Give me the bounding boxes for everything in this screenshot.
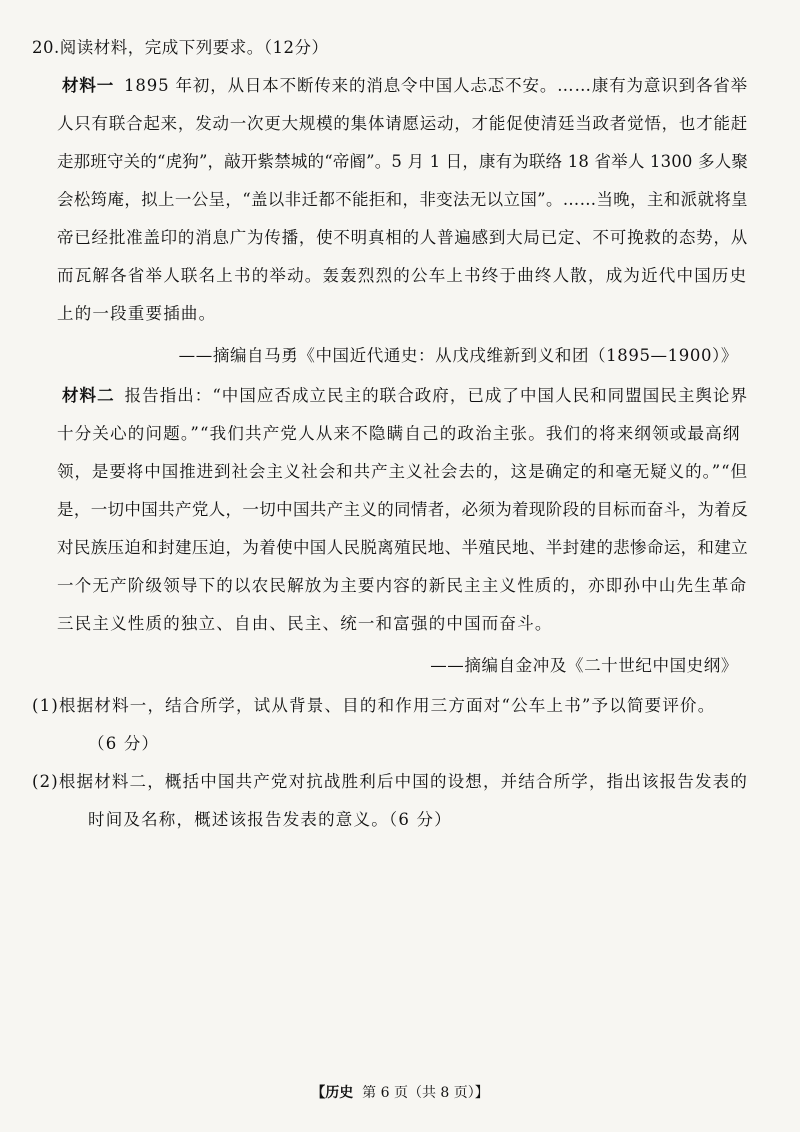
question-2-line-1: (2)根据材料二，概括中国共产党对抗战胜利后中国的设想，并结合所学，指出该报告发表的 bbox=[32, 772, 748, 791]
material2-label: 材料二 bbox=[62, 386, 115, 405]
material1-line-7: 上的一段重要插曲。 bbox=[57, 304, 217, 323]
material1-label: 材料一 bbox=[62, 76, 115, 95]
material1-text-1: 1895 年初，从日本不断传来的消息令中国人忐忑不安。……康有为意识到各省举 bbox=[124, 76, 748, 95]
material2-line-2: 十分关心的问题。”“我们共产党人从来不隐瞒自己的政治主张。我们的将来纲领或最高纲 bbox=[57, 424, 741, 443]
material1-line-6: 而瓦解各省举人联名上书的举动。轰轰烈烈的公车上书终于曲终人散，成为近代中国历史 bbox=[57, 266, 748, 285]
material1-line-2: 人只有联合起来，发动一次更大规模的集体请愿运动，才能促使清廷当政者觉悟，也才能赶 bbox=[57, 114, 748, 133]
material2-source: ——摘编自金冲及《二十世纪中国史纲》 bbox=[430, 656, 738, 675]
material2-line-5: 对民族压迫和封建压迫，为着使中国人民脱离殖民地、半殖民地、半封建的悲惨命运，和建立 bbox=[57, 538, 748, 557]
material2-line-4: 是，一切中国共产党人，一切中国共产主义的同情者，必须为着现阶段的目标而奋斗，为着反 bbox=[57, 500, 748, 519]
material2-line-6: 一个无产阶级领导下的以农民解放为主要内容的新民主主义性质的，亦即孙中山先生革命 bbox=[57, 576, 748, 595]
material2-text-1: 报告指出：“中国应否成立民主的联合政府，已成了中国人民和同盟国民主舆论界 bbox=[124, 386, 748, 405]
material1-line-4: 会松筠庵，拟上一公呈，“盖以非迁都不能拒和，非变法无以立国”。……当晚，主和派就将皇 bbox=[57, 190, 748, 209]
footer-subject: 【历史 bbox=[311, 1085, 354, 1101]
question-2-line-2: 时间及名称，概述该报告发表的意义。（6 分） bbox=[88, 810, 452, 829]
question-1-line-2: （6 分） bbox=[88, 734, 160, 753]
question-1-line-1: (1)根据材料一，结合所学，试从背景、目的和作用三方面对“公车上书”予以简要评价。 bbox=[32, 696, 716, 715]
material2-line-1 bbox=[62, 382, 748, 406]
footer-page-number: 第 6 页（共 8 页）】 bbox=[362, 1085, 489, 1101]
material1-line-5: 帝已经批准盖印的消息广为传播，使不明真相的人普遍感到大局已定、不可挽救的态势，从 bbox=[57, 228, 748, 247]
material1-line-3: 走那班守关的“虎狗”，敲开紫禁城的“帝阍”。5 月 1 日，康有为联络 18 省举人 1300 多人聚 bbox=[57, 152, 748, 171]
material2-line-3: 领，是要将中国推进到社会主义社会和共产主义社会去的，这是确定的和毫无疑义的。”“但 bbox=[57, 462, 748, 481]
material1-line-1 bbox=[62, 72, 748, 96]
material1-source: ——摘编自马勇《中国近代通史：从戊戌维新到义和团（1895—1900）》 bbox=[178, 346, 738, 365]
page-footer bbox=[0, 1082, 800, 1102]
question-header: 20.阅读材料，完成下列要求。（12分） bbox=[32, 38, 329, 57]
material2-line-7: 三民主义性质的独立、自由、民主、统一和富强的中国而奋斗。 bbox=[57, 614, 553, 633]
